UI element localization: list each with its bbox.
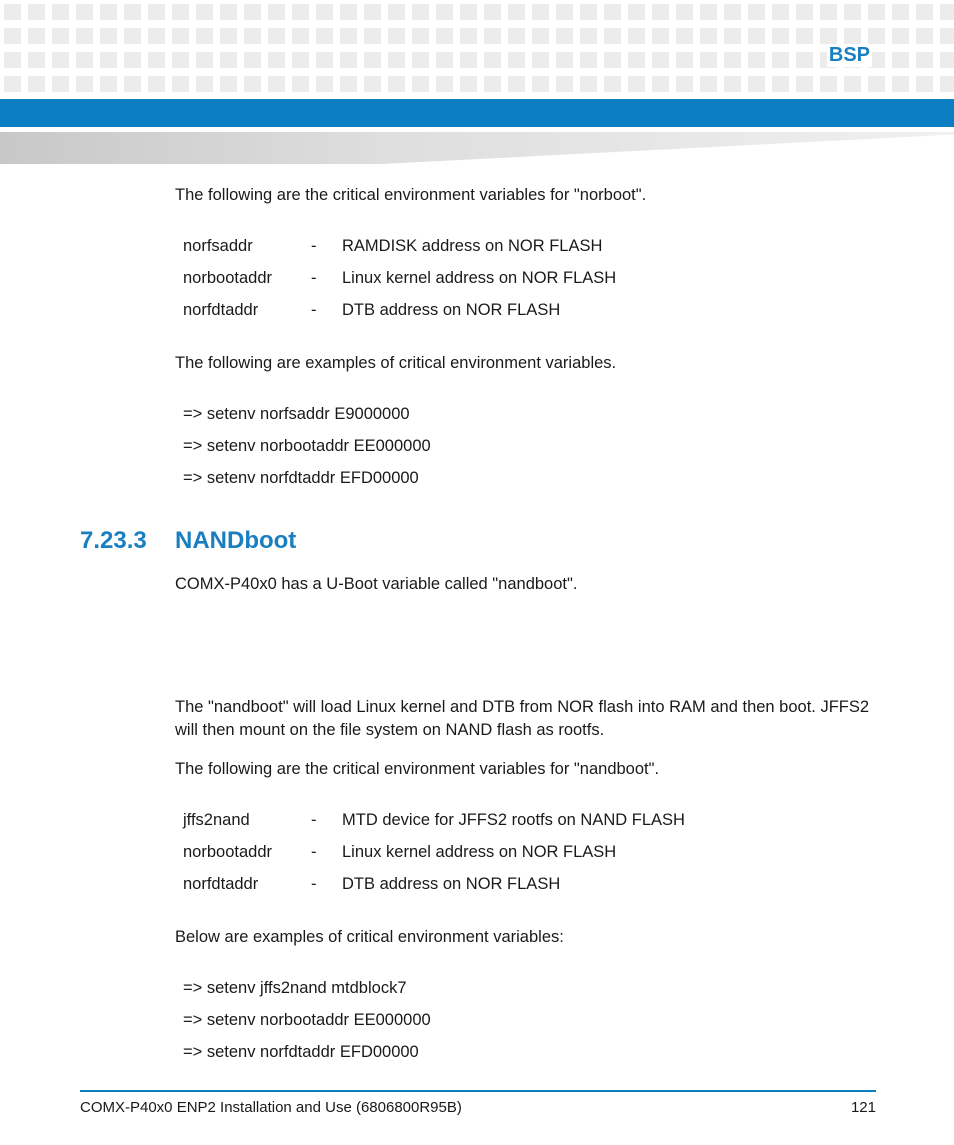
- var-desc: DTB address on NOR FLASH: [342, 875, 561, 893]
- var-dash: -: [311, 301, 317, 319]
- var-name: norbootaddr: [183, 269, 272, 287]
- nandboot-intro: COMX-P40x0 has a U-Boot variable called "nandboot".: [175, 575, 578, 593]
- var-desc: MTD device for JFFS2 rootfs on NAND FLASH: [342, 811, 685, 829]
- nandboot-examples-intro: Below are examples of critical environment variables:: [175, 928, 564, 946]
- var-desc: DTB address on NOR FLASH: [342, 301, 561, 319]
- norboot-command: => setenv norfsaddr E9000000: [183, 405, 410, 423]
- nandboot-vars-intro: The following are the critical environment variables for "nandboot".: [175, 760, 660, 778]
- var-dash: -: [311, 875, 317, 893]
- nandboot-description: The "nandboot" will load Linux kernel and DTB from NOR flash into RAM and then boot. JFFS2 will then mount on the file system on NAND flash as rootfs.: [175, 698, 870, 739]
- var-name: norfdtaddr: [183, 875, 259, 893]
- header-gray-wedge: [0, 132, 954, 164]
- section-number: 7.23.3: [80, 527, 147, 554]
- nandboot-command: => setenv jffs2nand mtdblock7: [183, 979, 407, 997]
- var-dash: -: [311, 811, 317, 829]
- norboot-command: => setenv norfdtaddr EFD00000: [183, 469, 419, 487]
- nandboot-command: => setenv norbootaddr EE000000: [183, 1011, 431, 1029]
- var-desc: Linux kernel address on NOR FLASH: [342, 843, 617, 861]
- section-heading: [80, 527, 296, 555]
- header-pattern: [0, 0, 954, 98]
- var-name: norbootaddr: [183, 843, 272, 861]
- section-title: NANDboot: [175, 527, 297, 554]
- var-dash: -: [311, 269, 317, 287]
- var-name: norfdtaddr: [183, 301, 259, 319]
- var-dash: -: [311, 237, 317, 255]
- nandboot-command: => setenv norfdtaddr EFD00000: [183, 1043, 419, 1061]
- var-desc: Linux kernel address on NOR FLASH: [342, 269, 617, 287]
- norboot-intro: The following are the critical environment variables for "norboot".: [175, 186, 647, 204]
- norboot-examples-intro: The following are examples of critical environment variables.: [175, 354, 617, 372]
- footer-doc-title: COMX-P40x0 ENP2 Installation and Use (6806800R95B): [80, 1099, 462, 1116]
- footer-rule: [80, 1090, 876, 1092]
- var-name: norfsaddr: [183, 237, 253, 255]
- section-tag: BSP: [828, 44, 870, 66]
- page-number: 121: [850, 1099, 876, 1116]
- norboot-command: => setenv norbootaddr EE000000: [183, 437, 431, 455]
- var-name: jffs2nand: [183, 811, 250, 829]
- var-desc: RAMDISK address on NOR FLASH: [342, 237, 603, 255]
- header-blue-bar: [0, 99, 954, 127]
- var-dash: -: [311, 843, 317, 861]
